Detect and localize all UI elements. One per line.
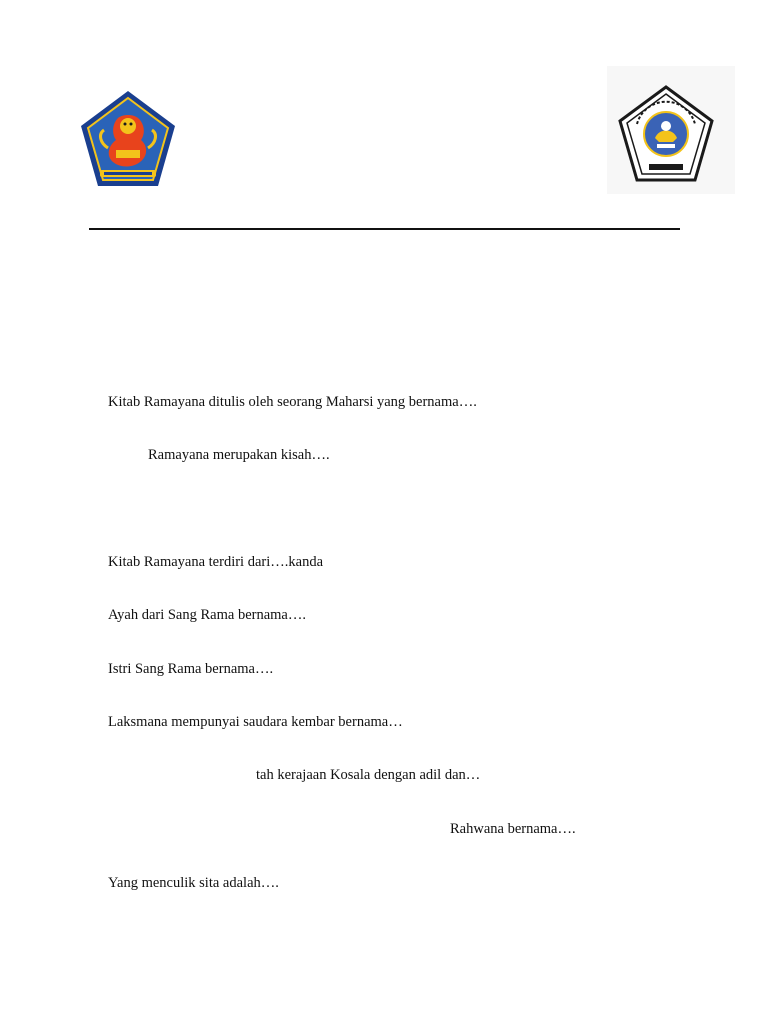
question-5: Istri Sang Rama bernama…. [108, 661, 274, 677]
school-emblem-icon [617, 84, 715, 184]
question-1: Kitab Ramayana ditulis oleh seorang Maharsi yang bernama…. [108, 394, 477, 410]
bali-regency-emblem-icon [78, 88, 178, 190]
question-9: Yang menculik sita adalah…. [108, 875, 279, 891]
question-6: Laksmana mempunyai saudara kembar bernama… [108, 714, 403, 730]
question-3: Kitab Ramayana terdiri dari….kanda [108, 554, 324, 570]
question-2: Ramayana merupakan kisah…. [148, 447, 330, 463]
question-4: Ayah dari Sang Rama bernama…. [108, 607, 306, 623]
header-divider [89, 228, 680, 230]
question-8: Rahwana bernama…. [450, 821, 576, 837]
question-7: tah kerajaan Kosala dengan adil dan… [256, 767, 481, 783]
